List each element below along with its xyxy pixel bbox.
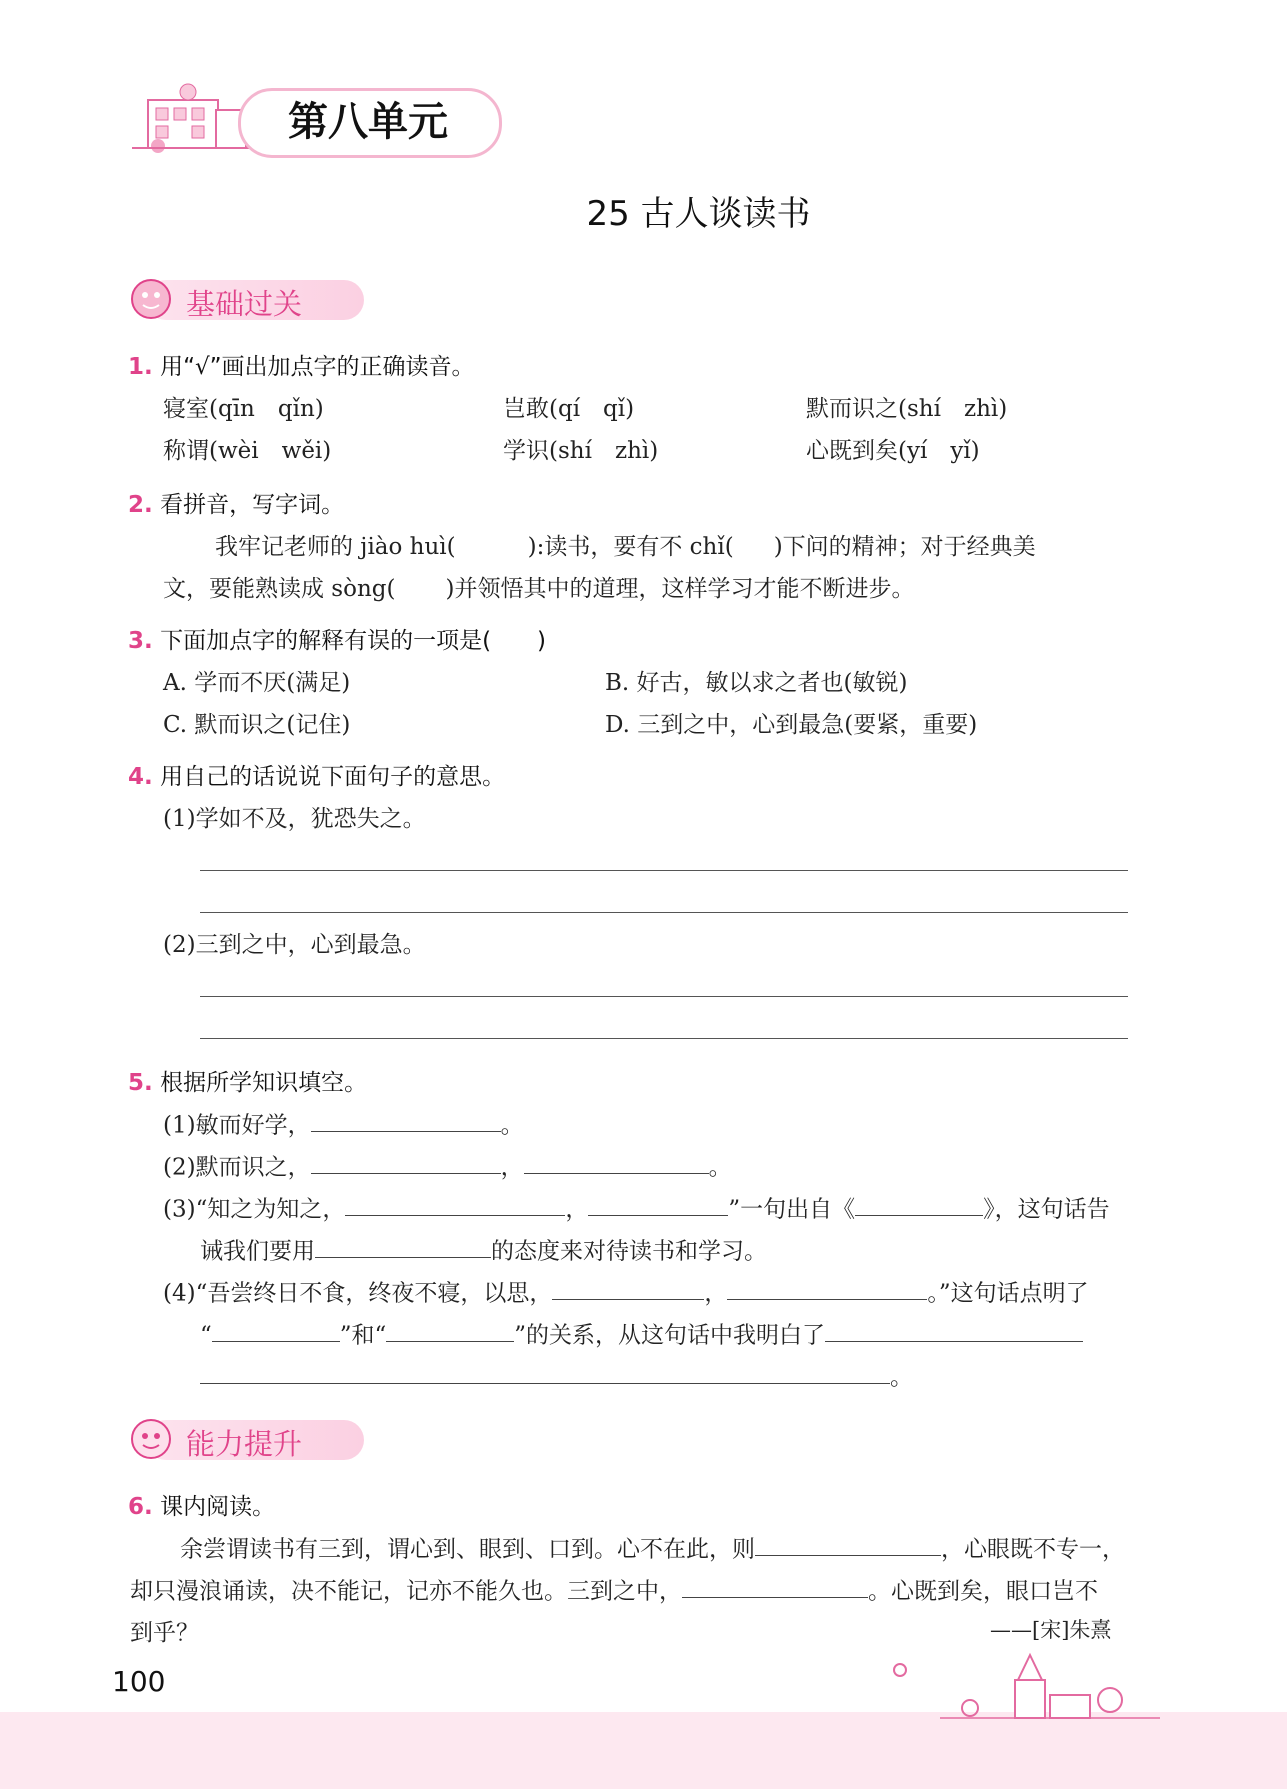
- text: 。: [708, 1154, 732, 1181]
- question-text: 下面加点字的解释有误的一项是( ): [160, 628, 547, 654]
- q1-option[interactable]: 心既到矣(yí yǐ): [806, 438, 980, 464]
- answer-blank[interactable]: [212, 1316, 340, 1342]
- q1-option[interactable]: 学识(shí zhì): [503, 438, 659, 464]
- answer-blank[interactable]: [345, 1190, 565, 1216]
- question-text: 用“√”画出加点字的正确读音。: [160, 354, 475, 380]
- answer-blank[interactable]: [588, 1190, 728, 1216]
- text: (4)“吾尝终日不食，终夜不寝，以思，: [163, 1280, 553, 1307]
- answer-blank[interactable]: [855, 1190, 983, 1216]
- text: 余尝谓读书有三到，谓心到、眼到、口到。心不在此，则: [180, 1536, 755, 1563]
- q1-option[interactable]: 寝室(qīn qǐn): [163, 396, 324, 422]
- text: ，: [500, 1154, 524, 1181]
- text: )并领悟其中的道理，这样学习才能不断进步。: [445, 576, 915, 602]
- question-2: [128, 486, 344, 519]
- text: ”和“: [339, 1322, 387, 1349]
- question-number: 5.: [128, 1070, 153, 1096]
- answer-blank[interactable]: [311, 1148, 501, 1174]
- q1-option[interactable]: 岂敢(qí qǐ): [503, 396, 635, 422]
- question-text: 课内阅读。: [160, 1494, 276, 1520]
- text: (1)敏而好学，: [163, 1112, 311, 1139]
- lesson-title: 25 古人谈读书: [586, 194, 811, 234]
- text: ”一句出自《: [728, 1196, 856, 1223]
- text: 。心既到矣，眼口岂不: [868, 1578, 1098, 1605]
- section-header-basic: [128, 276, 358, 324]
- text: )下问的精神；对于经典美: [773, 534, 1036, 560]
- question-number: 6.: [128, 1494, 153, 1520]
- question-number: 2.: [128, 492, 153, 518]
- text: ):读书，要有不 chǐ(: [527, 534, 734, 560]
- text: 的态度来对待读书和学习。: [491, 1238, 767, 1265]
- answer-blank[interactable]: [524, 1148, 709, 1174]
- q6-line-2: [130, 1572, 1098, 1605]
- question-5: [128, 1064, 367, 1097]
- q5-item-4-cont: [200, 1316, 1083, 1349]
- q3-option-b[interactable]: B. 好古，敏以求之者也(敏锐): [605, 670, 908, 696]
- answer-blank[interactable]: [315, 1232, 491, 1258]
- text: 》，这句话告: [983, 1196, 1110, 1223]
- text: 却只漫浪诵读，决不能记，记亦不能久也。三到之中，: [130, 1578, 682, 1605]
- text: (2)默而识之，: [163, 1154, 311, 1181]
- q6-source: ——[宋]朱熹: [990, 1618, 1112, 1642]
- answer-line[interactable]: [200, 1038, 1128, 1039]
- q3-option-c[interactable]: C. 默而识之(记住): [163, 712, 351, 738]
- unit-title: 第八单元: [288, 99, 448, 145]
- text: 诫我们要用: [200, 1238, 315, 1265]
- answer-blank[interactable]: [386, 1316, 514, 1342]
- text: 文，要能熟读成 sòng(: [163, 576, 396, 602]
- q5-item-3: [163, 1190, 1110, 1223]
- unit-banner: [128, 82, 500, 158]
- q4-sentence-2: (2)三到之中，心到最急。: [163, 932, 426, 958]
- answer-line[interactable]: [200, 870, 1128, 871]
- answer-blank[interactable]: [311, 1106, 501, 1132]
- text: (3)“知之为知之，: [163, 1196, 346, 1223]
- q3-option-d[interactable]: D. 三到之中，心到最急(要紧，重要): [605, 712, 978, 738]
- text: ，心眼既不专一，: [941, 1536, 1125, 1563]
- question-text: 用自己的话说说下面句子的意思。: [160, 764, 506, 790]
- answer-blank[interactable]: [727, 1274, 927, 1300]
- footer-band: [0, 1712, 1287, 1789]
- q5-item-1: [163, 1106, 524, 1139]
- answer-line[interactable]: [200, 996, 1128, 997]
- question-text: 根据所学知识填空。: [160, 1070, 368, 1096]
- mascot-icon: [128, 1416, 174, 1462]
- globe-mascot-icon: [128, 276, 174, 322]
- question-4: [128, 758, 505, 791]
- text: ，: [704, 1280, 728, 1307]
- answer-blank[interactable]: [552, 1274, 704, 1300]
- q4-sentence-1: (1)学如不及，犹恐失之。: [163, 806, 426, 832]
- text: “: [200, 1322, 212, 1349]
- q2-line-2: [163, 570, 914, 603]
- text: 。: [500, 1112, 524, 1139]
- answer-blank[interactable]: [755, 1530, 941, 1556]
- q5-item-2: [163, 1148, 732, 1181]
- question-number: 4.: [128, 764, 153, 790]
- question-6: [128, 1488, 275, 1521]
- section-title: 能力提升: [186, 1427, 303, 1461]
- text: ，: [565, 1196, 589, 1223]
- question-number: 3.: [128, 628, 153, 654]
- q2-line-1: [215, 528, 1036, 561]
- q1-option[interactable]: 称谓(wèi wěi): [163, 438, 332, 464]
- q1-option[interactable]: 默而识之(shí zhì): [806, 396, 1008, 422]
- question-1: [128, 348, 475, 381]
- text: ”的关系，从这句话中我明白了: [514, 1322, 826, 1349]
- answer-blank[interactable]: [825, 1316, 1083, 1342]
- section-header-advanced: [128, 1416, 358, 1464]
- q6-line-1: [180, 1530, 1125, 1563]
- text: 我牢记老师的 jiào huì(: [215, 534, 456, 560]
- answer-line[interactable]: [200, 912, 1128, 913]
- answer-blank[interactable]: [200, 1358, 890, 1384]
- question-number: 1.: [128, 354, 153, 380]
- q5-item-4-cont2: [200, 1358, 913, 1391]
- q3-option-a[interactable]: A. 学而不厌(满足): [163, 670, 351, 696]
- q5-item-3-cont: [200, 1232, 767, 1265]
- text: 。: [890, 1364, 913, 1391]
- page-number: 100: [112, 1665, 166, 1698]
- q5-item-4: [163, 1274, 1089, 1307]
- section-title: 基础过关: [186, 287, 303, 321]
- q6-line-3: 到乎？: [130, 1620, 199, 1646]
- text: 。”这句话点明了: [927, 1280, 1089, 1307]
- footer-castle-illustration-icon: [880, 1650, 1180, 1720]
- answer-blank[interactable]: [682, 1572, 868, 1598]
- question-text: 看拼音，写字词。: [160, 492, 345, 518]
- question-3: [128, 622, 546, 655]
